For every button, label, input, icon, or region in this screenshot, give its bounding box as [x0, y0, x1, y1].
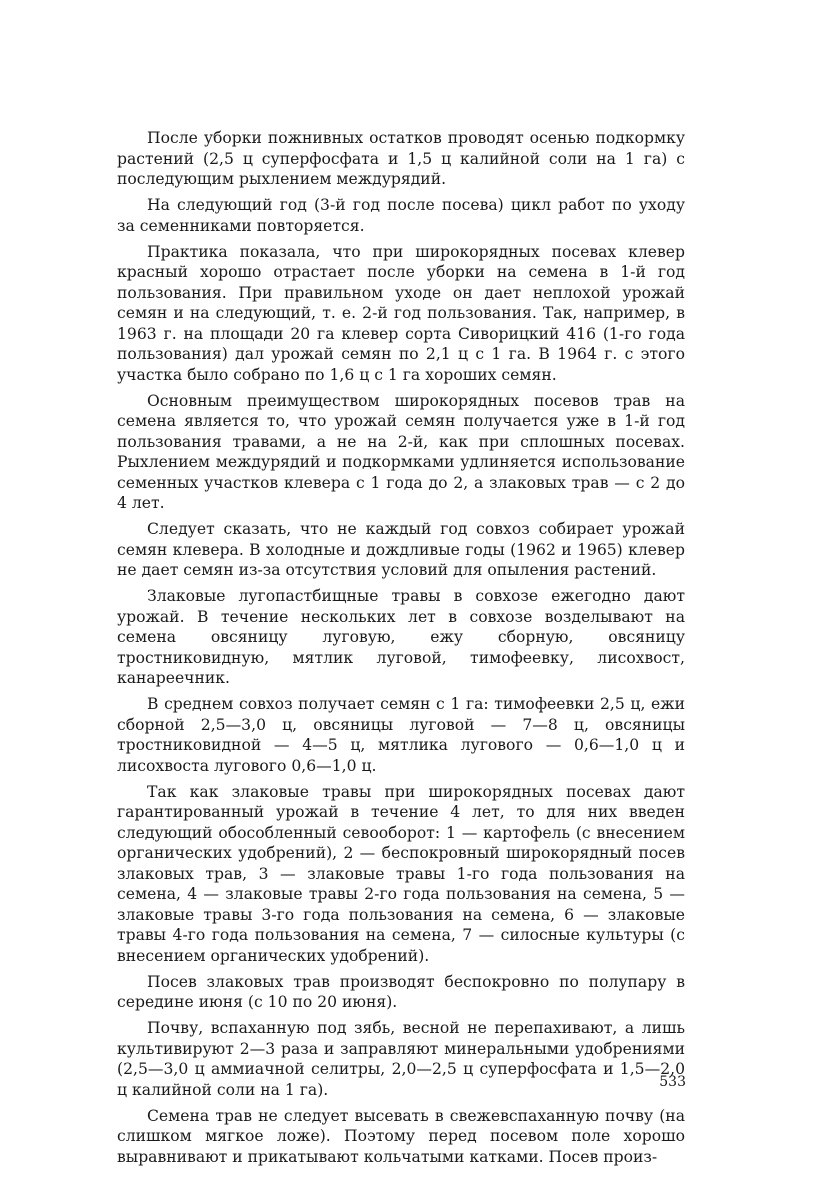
paragraph-2: На следующий год (3-й год после посева) цикл работ по уходу за семенниками повторяется. [117, 196, 685, 235]
paragraph-3: Практика показала, что при широкорядных посевах клевер красный хорошо отрастает после уборки на семена в 1-й год пользования. При правильном уходе он дает неплохой урожай семян и на следующий, т. е. 2-й год пользования. Так, например, в 1963 г. на площади 20 га клевер сорта Сиворицкий 416 (1-го года пользования) дал урожай семян по 2,1 ц с 1 га. В 1964 г. с этого участка было собрано по 1,6 ц с 1 га хороших семян. [117, 242, 685, 384]
paragraph-9: Посев злаковых трав производят беспокровно по полупару в середине июня (с 10 по 20 июня). [117, 972, 685, 1011]
paragraph-4: Основным преимуществом широкорядных посевов трав на семена является то, что урожай семян получается уже в 1-й год пользования травами, а не на 2-й, как при сплошных посевах. Рыхлением междурядий и подкормками удлиняется использование семенных участков клевера с 1 года до 2, а злаковых трав — с 2 до 4 лет. [117, 391, 685, 512]
paragraph-6: Злаковые лугопастбищные травы в совхозе ежегодно дают урожай. В течение нескольких лет в совхозе возделывают на семена овсяницу луговую, ежу сборную, овсяницу тростниковидную, мятлик луговой, тимофеевку, лисохвост, канареечник. [117, 587, 685, 687]
paragraph-10: Почву, вспаханную под зябь, весной не перепахивают, а лишь культивируют 2—3 раза и заправляют минеральными удобрениями (2,5—3,0 ц аммиачной селитры, 2,0—2,5 ц суперфосфата и 1,5—2,0 ц калийной соли на 1 га). [117, 1019, 685, 1099]
paragraph-1: После уборки пожнивных остатков проводят осенью подкормку растений (2,5 ц суперфосфата и 1,5 ц калийной соли на 1 га) с последующим рыхлением междурядий. [117, 129, 685, 188]
body-text [117, 128, 685, 1173]
paragraph-8: Так как злаковые травы при широкорядных посевах дают гарантированный урожай в течение 4 лет, то для них введен следующий обособленный севооборот: 1 — картофель (с внесением органических удобрений), 2 — беспокровный широкорядный посев злаковых трав, 3 — злаковые травы 1-го года пользования на семена, 4 — злаковые травы 2-го года пользования на семена, 5 — злаковые травы 3-го года пользования на семена, 6 — злаковые травы 4-го года пользования на семена, 7 — силосные культуры (с внесением органических удобрений). [117, 782, 685, 965]
paragraph-11: Семена трав не следует высевать в свежевспаханную почву (на слишком мягкое ложе). Поэтому перед посевом поле хорошо выравнивают и прикатывают кольчатыми катками. Посев произ- [117, 1106, 685, 1166]
paragraph-5: Следует сказать, что не каждый год совхоз собирает урожай семян клевера. В холодные и дождливые годы (1962 и 1965) клевер не дает семян из-за отсутствия условий для опыления растений. [117, 520, 685, 579]
page-number: 533 [659, 1074, 686, 1090]
paragraph-7: В среднем совхоз получает семян с 1 га: тимофеевки 2,5 ц, ежи сборной 2,5—3,0 ц, овсяницы луговой — 7—8 ц, овсяницы тростниковидной — 4—5 ц, мятлика лугового — 0,6—1,0 ц и лисохвоста лугового 0,6—1,0 ц. [117, 695, 685, 775]
